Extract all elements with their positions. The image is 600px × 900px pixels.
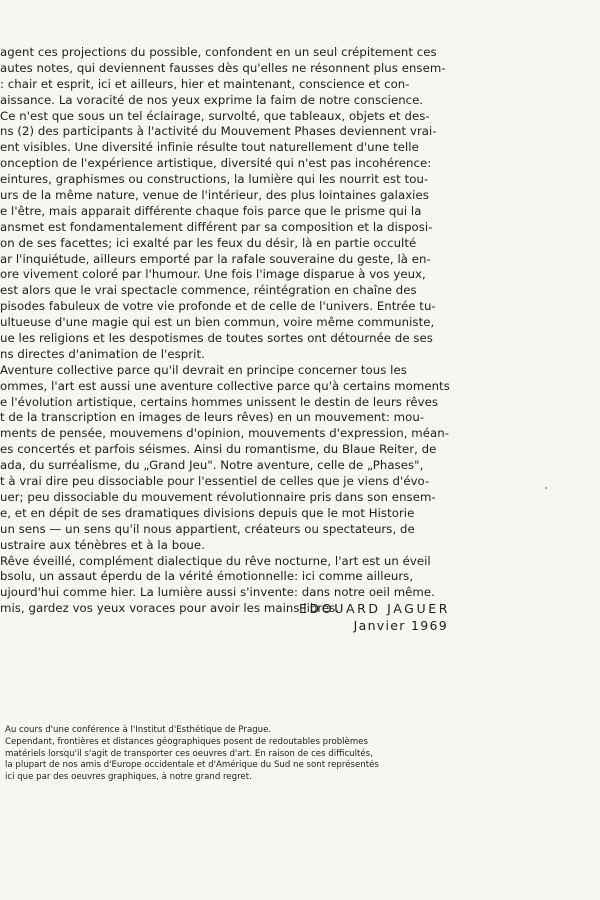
body-line: ent visibles. Une diversité infinie résulte tout naturellement d'une telle: [0, 140, 419, 155]
body-line: ns directes d'animation de l'esprit.: [0, 346, 205, 361]
body-line: e, et en dépit de ses dramatiques divisions depuis que le mot Historie: [0, 505, 415, 520]
signature-date: Janvier 1969: [353, 618, 448, 633]
body-line: Aventure collective parce qu'il devrait en principe concerner tous les: [0, 362, 407, 377]
body-line: es concertés et parfois séismes. Ainsi du romantisme, du Blaue Reiter, de: [0, 442, 437, 457]
body-line: est alors que le vrai spectacle commence, réintégration en chaîne des: [0, 283, 417, 298]
footnote-line: Cependant, frontières et distances géographiques posent de redoutables problèmes: [5, 736, 368, 747]
footnote-line: matériels lorsqu'il s'agit de transporter ces oeuvres d'art. En raison de ces difficultés,: [5, 748, 373, 759]
body-line: e l'être, mais apparait différente chaque fois parce que le prisme qui la: [0, 203, 422, 218]
footnote-line: ici que par des oeuvres graphiques, à notre grand regret.: [5, 772, 252, 783]
body-line: autes notes, qui deviennent fausses dès qu'elles ne résonnent plus ensem-: [0, 60, 446, 75]
body-line: t à vrai dire peu dissociable pour l'essentiel de celles que je viens d'évo-: [0, 474, 430, 489]
body-line: un sens — un sens qu'il nous appartient, créateurs ou spectateurs, de: [0, 521, 415, 536]
body-line: Rêve éveillé, complément dialectique du rêve nocturne, l'art est un éveil: [0, 553, 431, 568]
body-line: e l'évolution artistique, certains hommes unissent le destin de leurs rêves: [0, 394, 439, 409]
body-line: Ce n'est que sous un tel éclairage, survolté, que tableaux, objets et des-: [0, 108, 430, 123]
body-line: t de la transcription en images de leurs rêves) en un mouvement: mou-: [0, 410, 425, 425]
footnotes: [5, 725, 565, 784]
footnote-line: la plupart de nos amis d'Europe occidentale et d'Amérique du Sud ne sont représentés: [5, 760, 379, 771]
body-line: ns (2) des participants à l'activité du Mouvement Phases deviennent vrai-: [0, 124, 437, 139]
body-line: ustraire aux ténèbres et à la boue.: [0, 537, 205, 552]
body-text: [0, 45, 600, 617]
body-line: onception de l'expérience artistique, diversité qui n'est pas incohérence:: [0, 156, 432, 171]
body-line: ore vivement coloré par l'humour. Une fois l'image disparue à vos yeux,: [0, 267, 426, 282]
body-line: ansmet est fondamentalement différent par sa composition et la disposi-: [0, 219, 433, 234]
author-name: EDOUARD JAGUER: [299, 601, 450, 616]
body-line: eintures, graphismes ou constructions, la lumière qui les nourrit est tou-: [0, 172, 429, 187]
body-line: mis, gardez vos yeux voraces pour avoir les mains libres.: [0, 601, 340, 616]
signature-block: [0, 600, 450, 634]
body-line: uer; peu dissociable du mouvement révolutionnaire pris dans son ensem-: [0, 489, 436, 504]
body-line: ments de pensée, mouvemens d'opinion, mouvements d'expression, méan-: [0, 426, 449, 441]
body-line: aissance. La voracité de nos yeux exprime la faim de notre conscience.: [0, 92, 424, 107]
body-line: on de ses facettes; ici exalté par les feux du désir, là en partie occulté: [0, 235, 417, 250]
body-line: : chair et esprit, ici et ailleurs, hier et maintenant, conscience et con-: [0, 76, 410, 91]
body-line: ar l'inquiétude, ailleurs emporté par la rafale souveraine du geste, là en-: [0, 251, 431, 266]
body-line: ujourd'hui comme hier. La lumière aussi s'invente: dans notre oeil même.: [0, 585, 435, 600]
body-line: agent ces projections du possible, confondent en un seul crépitement ces: [0, 45, 437, 59]
footnote-line: Au cours d'une conférence à l'Institut d'Esthétique de Prague.: [5, 725, 272, 735]
body-line: pisodes fabuleux de votre vie profonde et de celle de l'univers. Entrée tu-: [0, 299, 436, 314]
body-line: ommes, l'art est aussi une aventure collective parce qu'à certains moments: [0, 378, 450, 393]
body-line: ue les religions et les despotismes de toutes sortes ont détournée de ses: [0, 331, 433, 346]
body-line: bsolu, un assaut éperdu de la vérité émotionnelle: ici comme ailleurs,: [0, 569, 414, 584]
body-line: ultueuse d'une magie qui est un bien commun, voire même communiste,: [0, 315, 435, 330]
body-line: ada, du surréalisme, du „Grand Jeu". Notre aventure, celle de „Phases",: [0, 458, 424, 473]
paper-speck: [545, 487, 547, 489]
body-line: urs de la même nature, venue de l'intérieur, des plus lointaines galaxies: [0, 188, 429, 203]
